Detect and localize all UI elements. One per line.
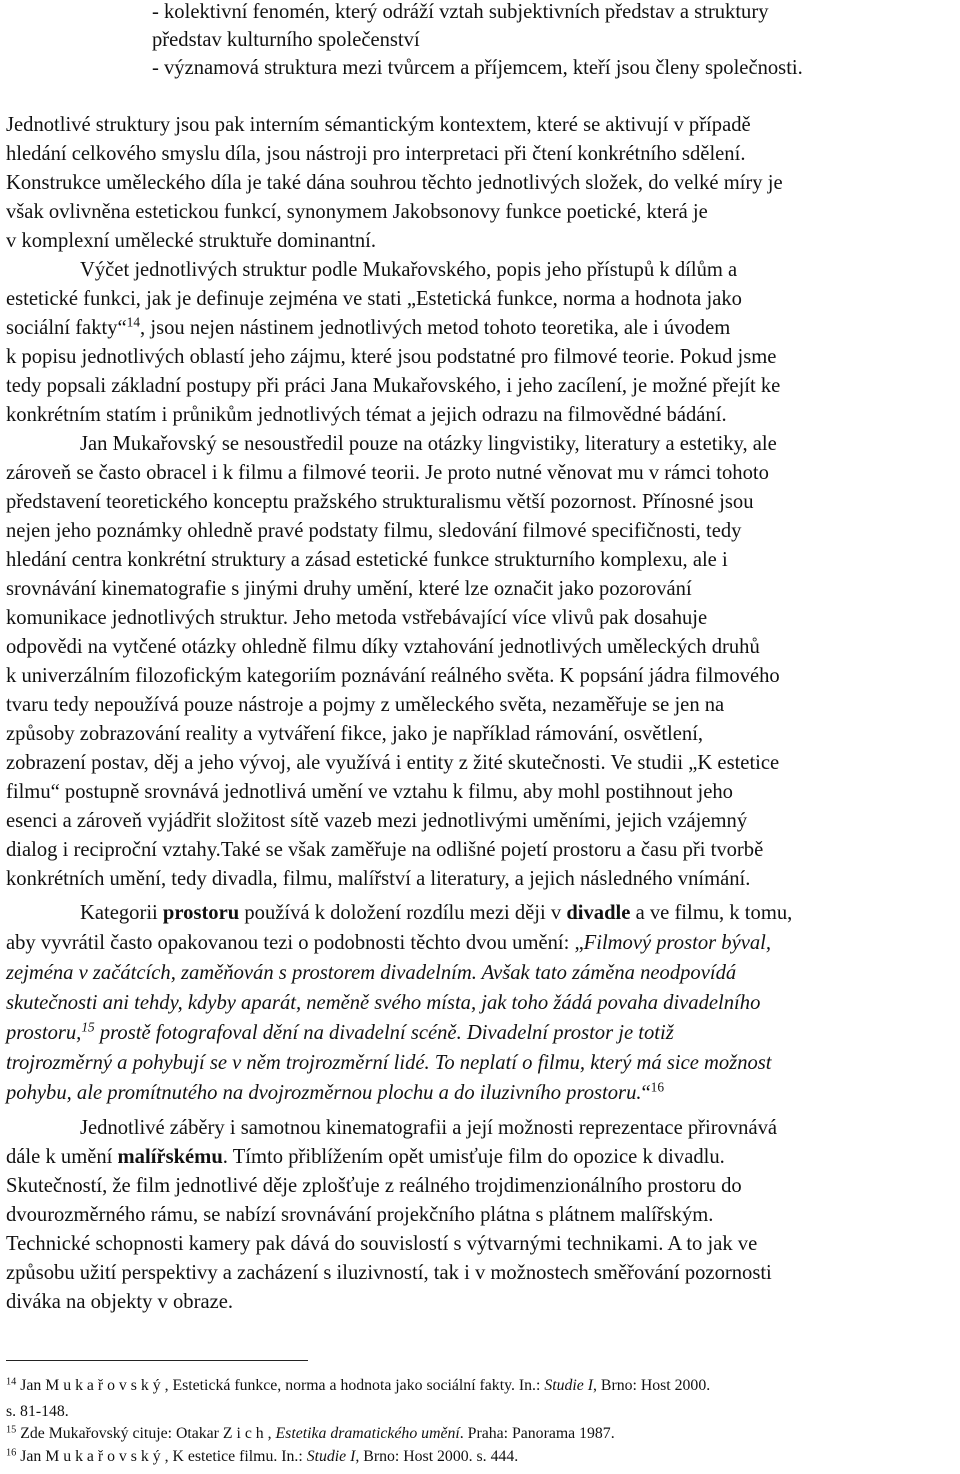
text-line — [6, 929, 771, 957]
footnote-14 — [6, 1376, 710, 1396]
text-line: dvourozměrného rámu, se nabízí srovnávání projekčního plátna s plátnem malířským. — [6, 1204, 714, 1226]
footnote-number: 14 — [6, 1376, 17, 1388]
footnote-divider — [6, 1360, 308, 1361]
text-segment: dále k umění — [6, 1146, 118, 1168]
footnote-14-cont: s. 81-148. — [6, 1403, 69, 1420]
text-line: nejen jeho poznámky ohledně pravé podstaty filmu, sledování filmové specifičnosti, tedy — [6, 520, 742, 542]
text-segment: Estetika dramatického umění — [275, 1425, 460, 1442]
text-segment: a ve filmu, k tomu, — [630, 902, 793, 924]
quote-line: skutečnosti ani tehdy, kdyby aparát, neměně svého místa, jak toho žádá povaha divadelního — [6, 992, 761, 1014]
text-segment: používá k doložení rozdílu mezi ději v — [239, 902, 567, 924]
text-segment: Zde Mukařovský cituje: Otakar Z i c h , — [16, 1425, 276, 1442]
text-line: hledání centra konkrétní struktury a zásad estetické funkce strukturního komplexu, ale i — [6, 549, 728, 571]
text-line: Jan Mukařovský se nesoustředil pouze na otázky lingvistiky, literatury a estetiky, ale — [80, 433, 777, 455]
quote-segment: prostoru, — [6, 1022, 82, 1044]
text-segment: sociální fakty“ — [6, 317, 127, 339]
footnote-number: 16 — [6, 1447, 17, 1459]
quote-line: trojrozměrný a pohybují se v něm trojrozměrní lidé. To neplatí o filmu, který má sice možnost — [6, 1052, 772, 1074]
text-line: odpovědi na vytčené otázky ohledně filmu díky vztahování jednotlivých uměleckých druhů — [6, 636, 760, 658]
text-line: k univerzálním filozofickým kategoriím poznávání reálného světa. K popsání jádra filmového — [6, 665, 780, 687]
text-line — [6, 314, 730, 342]
text-line: Technické schopnosti kamery pak dává do souvislostí s výtvarnými technikami. A to jak ve — [6, 1233, 758, 1255]
text-segment: Studie I — [544, 1377, 594, 1394]
text-line: konkrétním statím i průnikům jednotlivých témat a jejich odrazu na filmovědné bádání. — [6, 404, 727, 426]
text-segment: Studie I, — [306, 1448, 360, 1465]
text-segment: , jsou nejen nástinem jednotlivých metod tohoto teoretika, ale i úvodem — [140, 317, 731, 339]
text-line: konkrétních umění, tedy divadla, filmu, malířství a literatury, a jejich následného vnímání. — [6, 868, 751, 890]
text-line: Výčet jednotlivých struktur podle Mukařovského, popis jeho přístupů k dílům a — [80, 259, 738, 281]
footnote-number: 15 — [6, 1424, 17, 1436]
bold-term: divadle — [566, 902, 631, 924]
text-line: Skutečností, že film jednotlivé děje zplošťuje z reálného trojdimenzionálního prostoru do — [6, 1175, 742, 1197]
text-line: srovnávání kinematografie s jinými druhy umění, které lze označit jako pozorování — [6, 578, 692, 600]
quote-segment: pohybu, ale promítnutého na dvojrozměrnou plochu a do iluzivního prostoru. — [6, 1082, 642, 1104]
text-segment: . Praha: Panorama 1987. — [459, 1425, 615, 1442]
text-line — [6, 1143, 725, 1171]
footnote-ref: 16 — [650, 1079, 665, 1095]
text-line: Jednotlivé struktury jsou pak interním sémantickým kontextem, které se aktivují v případě — [6, 114, 751, 136]
quote-line — [6, 1079, 664, 1107]
text-line: zároveň se často obracel i k filmu a filmové teorii. Je proto nutné věnovat mu v rámci tohoto — [6, 462, 769, 484]
text-segment: Brno: Host 2000. s. 444. — [359, 1448, 519, 1465]
bold-term: malířskému — [117, 1146, 223, 1168]
text-line: diváka na objekty v obraze. — [6, 1291, 234, 1313]
text-line: tvaru tedy nepoužívá pouze nástroje a pojmy z uměleckého světa, nezaměřuje se jen na — [6, 694, 725, 716]
text-segment: , Brno: Host 2000. — [593, 1377, 711, 1394]
list-item: - kolektivní fenomén, který odráží vztah subjektivních představ a struktury — [152, 1, 769, 23]
footnote-ref: 14 — [126, 314, 141, 330]
text-line: zobrazení postav, děj a jeho vývoj, ale využívá i entity z žité skutečnosti. Ve studii „K estetice — [6, 752, 780, 774]
bold-term: prostoru — [162, 902, 240, 924]
text-line: komunikace jednotlivých struktur. Jeho metoda vstřebávající více vlivů pak dosahuje — [6, 607, 708, 629]
text-segment: Kategorii — [80, 902, 163, 924]
text-line — [80, 899, 792, 927]
text-line: Jednotlivé záběry i samotnou kinematografii a její možnosti reprezentace přirovnává — [80, 1117, 778, 1139]
footnote-16 — [6, 1447, 518, 1467]
quote-mark: “ — [641, 1082, 651, 1104]
text-line: filmu“ postupně srovnává jednotlivá umění ve vztahu k filmu, aby mohl postihnout jeho — [6, 781, 733, 803]
text-line: způsoby zobrazování reality a vytváření fikce, jako je například rámování, osvětlení, — [6, 723, 704, 745]
text-line: tedy popsali základní postupy při práci Jana Mukařovského, i jeho zacílení, je možné přejít ke — [6, 375, 781, 397]
footnote-15 — [6, 1424, 615, 1444]
text-line: k popisu jednotlivých oblastí jeho zájmu, které jsou podstatné pro filmové teorie. Pokud jsme — [6, 346, 777, 368]
text-line: esenci a zároveň vyjádřit složitost sítě vazeb mezi jednotlivými uměními, jejich vzájemný — [6, 810, 748, 832]
list-item: představ kulturního společenství — [152, 29, 420, 51]
text-line: Konstrukce uměleckého díla je také dána souhrou těchto jednotlivých složek, do velké míry je — [6, 172, 783, 194]
text-line: estetické funkci, jak je definuje zejména ve stati „Estetická funkce, norma a hodnota jako — [6, 288, 742, 310]
footnote-ref: 15 — [81, 1019, 95, 1035]
text-line: v komplexní umělecké struktuře dominantní. — [6, 230, 377, 252]
list-item: - významová struktura mezi tvůrcem a příjemcem, kteří jsou členy společnosti. — [152, 57, 803, 79]
text-line: způsobu užití perspektivy a zacházení s iluzivností, tak i v možnostech směřování pozornosti — [6, 1262, 772, 1284]
text-segment: Jan M u k a ř o v s k ý , K estetice filmu. In.: — [16, 1448, 307, 1465]
text-line: však ovlivněna estetickou funkcí, synonymem Jakobsonovy funkce poetické, která je — [6, 201, 708, 223]
text-segment: Jan M u k a ř o v s k ý , Estetická funkce, norma a hodnota jako sociální fakty. In.: — [16, 1377, 545, 1394]
quote-line: zejména v začátcích, zaměňován s prostorem divadelním. Avšak tato záměna neodpovídá — [6, 962, 737, 984]
text-line: hledání celkového smyslu díla, jsou nástroji pro interpretaci při čtení konkrétního sdělení. — [6, 143, 746, 165]
quote-segment: prostě fotografoval dění na divadelní scéně. Divadelní prostor je totiž — [94, 1022, 674, 1044]
text-segment: aby vyvrátil často opakovanou tezi o podobnosti těchto dvou umění: „ — [6, 932, 584, 954]
quote-segment: Filmový prostor býval, — [583, 932, 772, 954]
text-line: dialog i reciproční vztahy.Také se však zaměřuje na odlišné pojetí prostoru a času při tvorbě — [6, 839, 764, 861]
text-line: představení teoretického konceptu pražského strukturalismu větší pozornost. Přínosné jsou — [6, 491, 754, 513]
text-segment: . Tímto přiblížením opět umisťuje film do opozice k divadlu. — [222, 1146, 725, 1168]
quote-line — [6, 1019, 674, 1047]
